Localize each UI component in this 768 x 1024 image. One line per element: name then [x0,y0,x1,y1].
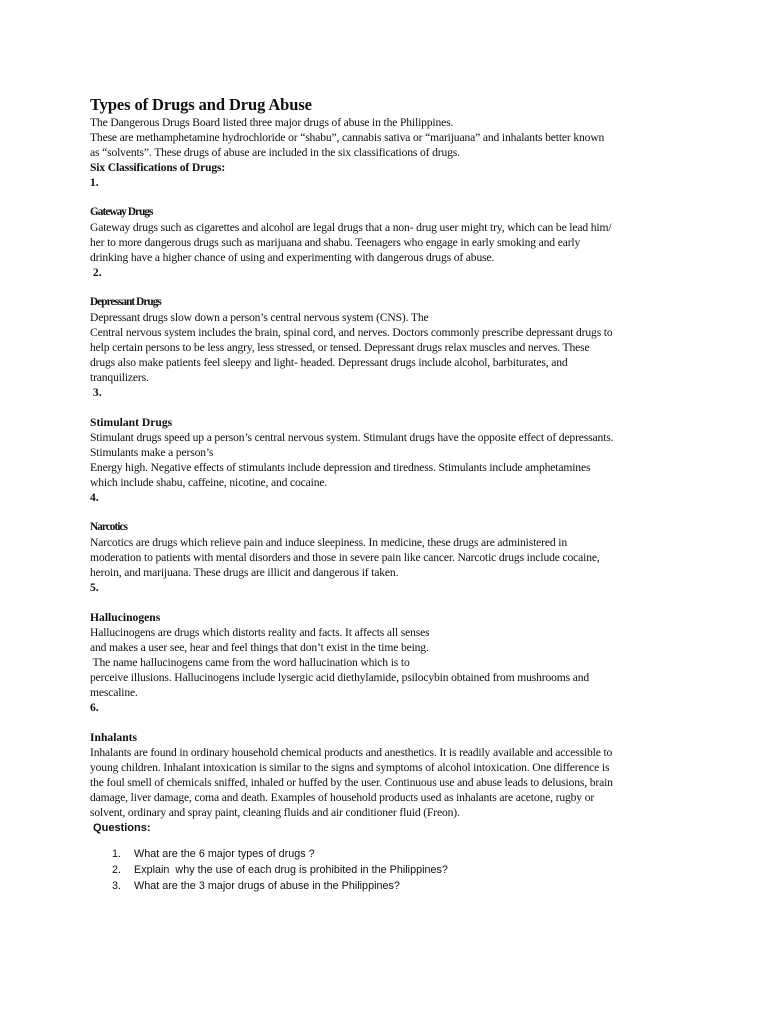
section-number: 6. [90,701,99,714]
section-line: drinking have a higher chance of using and experimenting with dangerous drugs of abuse. [90,251,495,264]
section-line: her to more dangerous drugs such as marijuana and shabu. Teenagers who engage in early smoking and early [90,236,581,249]
section-line: Stimulant drugs speed up a person’s central nervous system. Stimulant drugs have the opposite effect of depressants. [90,431,614,444]
section-heading: Depressant Drugs [90,296,161,308]
section-heading: Hallucinogens [90,611,161,624]
intro-line: The Dangerous Drugs Board listed three major drugs of abuse in the Philippines. [90,116,454,129]
question-text: What are the 3 major drugs of abuse in the Philippines? [134,880,400,892]
section-heading: Narcotics [90,521,128,533]
section-line: tranquilizers. [90,371,149,384]
section-line: Narcotics are drugs which relieve pain and induce sleepiness. In medicine, these drugs are administered in [90,536,567,549]
section-line: Depressant drugs slow down a person’s central nervous system (CNS). The [90,311,429,324]
question-text: Explain why the use of each drug is prohibited in the Philippines? [134,864,448,876]
intro-paragraph [90,115,690,160]
section-line: drugs also make patients feel sleepy and light- headed. Depressant drugs include alcohol, barbiturates, and [90,356,568,369]
section-number: 2. [90,266,102,279]
section-line: mescaline. [90,686,138,699]
section-line: young children. Inhalant intoxication is similar to the signs and symptoms of alcohol intoxication. One difference is [90,761,610,774]
section-stimulant-drugs [90,385,690,490]
question-text: What are the 6 major types of drugs ? [134,848,315,860]
section-hallucinogens [90,580,690,700]
intro-line: as “solvents”. These drugs of abuse are included in the six classifications of drugs. [90,146,460,159]
section-heading: Gateway Drugs [90,206,153,218]
section-gateway-drugs [90,175,690,265]
document-title: Types of Drugs and Drug Abuse [90,95,312,114]
document-page [90,95,690,894]
intro-line: These are methamphetamine hydrochloride or “shabu”, cannabis sativa or “marijuana” and inhalants better known [90,131,605,144]
question-item [90,846,690,862]
section-heading: Stimulant Drugs [90,416,173,429]
section-line: Central nervous system includes the brain, spinal cord, and nerves. Doctors commonly prescribe depressant drugs to [90,326,613,339]
section-line: moderation to patients with mental disorders and those in severe pain like cancer. Narcotic drugs include cocaine, [90,551,600,564]
section-line: damage, liver damage, coma and death. Examples of household products used as inhalants are acetone, rugby or [90,791,595,804]
section-line: and makes a user see, hear and feel things that don’t exist in the time being. [90,641,429,654]
section-line: heroin, and marijuana. These drugs are illicit and dangerous if taken. [90,566,399,579]
section-line: solvent, ordinary and spray paint, cleaning fluids and air conditioner fluid (Freon). [90,806,460,819]
section-number: 3. [90,386,102,399]
section-narcotics [90,490,690,580]
section-line: help certain persons to be less angry, less stressed, or tensed. Depressant drugs relax muscles and nerves. These [90,341,590,354]
question-number: 3. [112,880,122,892]
section-line: the foul smell of chemicals sniffed, inhaled or huffed by the user. Continuous use and abuse leads to delusions, brain [90,776,613,789]
section-line: Hallucinogens are drugs which distorts reality and facts. It affects all senses [90,626,430,639]
section-number: 5. [90,581,99,594]
section-line: Gateway drugs such as cigarettes and alcohol are legal drugs that a non- drug user might try, which can be lead him/ [90,221,612,234]
section-inhalants [90,700,690,820]
section-number: 1. [90,176,99,189]
question-item [90,862,690,878]
questions-list [90,846,690,894]
section-line: Inhalants are found in ordinary household chemical products and anesthetics. It is readily available and accessible to [90,746,613,759]
questions-label: Questions: [90,822,151,834]
question-item [90,878,690,894]
section-depressant-drugs [90,265,690,385]
section-line: Energy high. Negative effects of stimulants include depression and tiredness. Stimulants include amphetamines [90,461,591,474]
classifications-heading: Six Classifications of Drugs: [90,161,226,174]
section-line: Stimulants make a person’s [90,446,214,459]
section-line: perceive illusions. Hallucinogens include lysergic acid diethylamide, psilocybin obtained from mushrooms and [90,671,590,684]
section-line: which include shabu, caffeine, nicotine, and cocaine. [90,476,328,489]
question-number: 2. [112,864,122,876]
section-heading: Inhalants [90,731,138,744]
question-number: 1. [112,848,122,860]
section-number: 4. [90,491,99,504]
section-line: The name hallucinogens came from the word hallucination which is to [90,656,410,669]
